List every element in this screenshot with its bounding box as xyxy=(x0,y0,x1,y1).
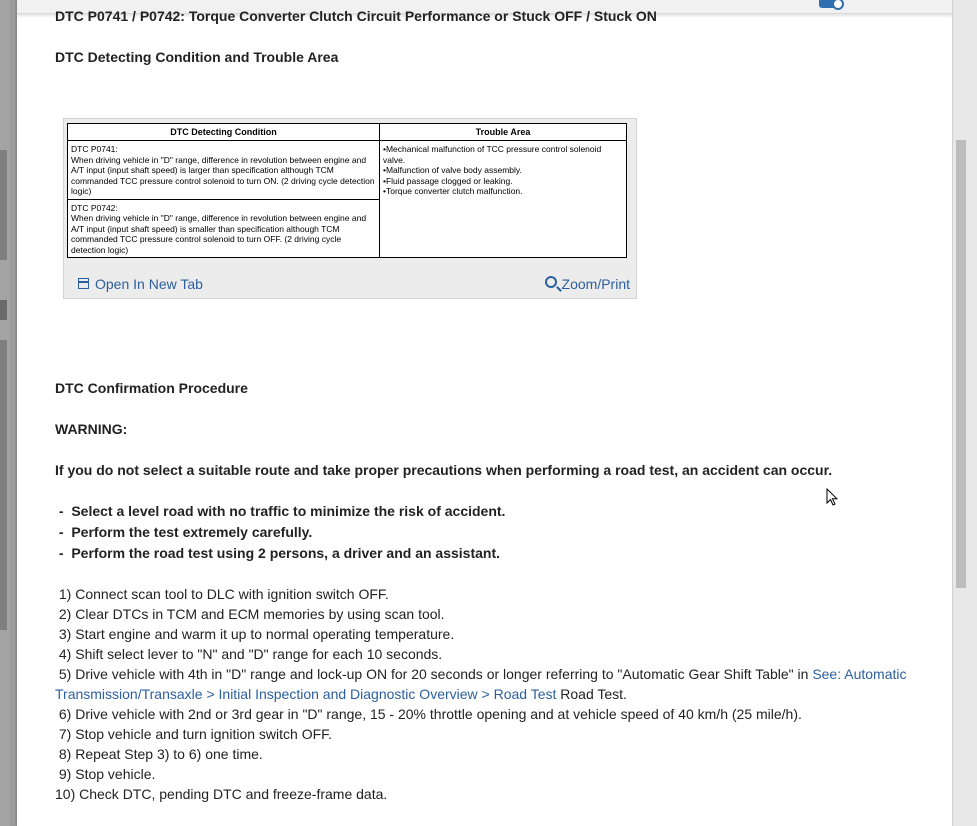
trouble-area-cell xyxy=(380,141,627,258)
dtc-condition-table xyxy=(67,123,627,258)
trouble-item: •Mechanical malfunction of TCC pressure control solenoid valve. xyxy=(383,144,602,165)
procedure-step-5 xyxy=(55,666,906,682)
condition-p0742: DTC P0742: When driving vehicle in "D" range, difference in revolution between engine and A/T input (input shaft speed) is smaller than specification although TCM commanded TCC pressure control solenoid to turn OFF. (2 driving cycle detection logic) xyxy=(68,199,380,258)
new-tab-icon xyxy=(78,278,89,289)
warning-label: WARNING: xyxy=(55,421,128,437)
procedure-step: 10) Check DTC, pending DTC and freeze-frame data. xyxy=(55,786,388,802)
warning-item: - Perform the test extremely carefully. xyxy=(55,524,313,540)
step5-text: 5) Drive vehicle with 4th in "D" range and lock-up ON for 20 seconds or longer referring to "Automatic Gear Shift Table" in xyxy=(55,666,813,682)
open-in-new-tab-label: Open In New Tab xyxy=(95,276,203,292)
trouble-item: •Fluid passage clogged or leaking. xyxy=(383,175,513,186)
background-window-edge xyxy=(0,0,10,826)
condition-p0741: DTC P0741: When driving vehicle in "D" range, difference in revolution between engine and A/T input (input shaft speed) is larger than specification although TCM commanded TCC pressure control solenoid to turn ON. (2 driving cycle detection logic) xyxy=(68,141,380,200)
road-test-link[interactable]: See: Automatic xyxy=(812,666,907,682)
col-header-condition: DTC Detecting Condition xyxy=(68,124,380,141)
procedure-step: 1) Connect scan tool to DLC with ignition switch OFF. xyxy=(55,586,389,602)
trouble-item: •Malfunction of valve body assembly. xyxy=(383,165,522,175)
section-heading-confirmation: DTC Confirmation Procedure xyxy=(55,380,248,396)
procedure-step: 9) Stop vehicle. xyxy=(55,766,156,782)
col-header-trouble: Trouble Area xyxy=(380,124,627,141)
warning-item: - Perform the road test using 2 persons, a driver and an assistant. xyxy=(55,545,501,561)
background-scrollbar-segment xyxy=(0,150,7,260)
procedure-step: 8) Repeat Step 3) to 6) one time. xyxy=(55,746,263,762)
trouble-item: •Torque converter clutch malfunction. xyxy=(383,186,523,196)
warning-text: If you do not select a suitable route and take proper precautions when performing a road test, an accident can occur. xyxy=(55,462,833,478)
procedure-step: 3) Start engine and warm it up to normal operating temperature. xyxy=(55,626,455,642)
print-settings-icon[interactable] xyxy=(819,0,841,8)
procedure-step: 4) Shift select lever to "N" and "D" range for each 10 seconds. xyxy=(55,646,443,662)
road-test-link-path[interactable]: Transmission/Transaxle > Initial Inspection and Diagnostic Overview > Road Test xyxy=(55,686,557,702)
procedure-step: 7) Stop vehicle and turn ignition switch OFF. xyxy=(55,726,333,742)
background-scrollbar-segment xyxy=(0,340,7,630)
procedure-step-5-cont xyxy=(55,686,627,702)
scrollbar-thumb[interactable] xyxy=(956,140,966,588)
page-title: DTC P0741 / P0742: Torque Converter Clutch Circuit Performance or Stuck OFF / Stuck ON xyxy=(55,8,657,24)
document-panel xyxy=(17,0,952,826)
mouse-cursor-icon xyxy=(826,488,838,507)
figure-footer xyxy=(64,271,636,297)
magnifier-icon xyxy=(545,276,557,288)
zoom-print-label: Zoom/Print xyxy=(561,276,630,292)
zoom-print-link[interactable] xyxy=(545,276,630,292)
procedure-step: 2) Clear DTCs in TCM and ECM memories by using scan tool. xyxy=(55,606,445,622)
dtc-table-figure xyxy=(63,118,637,299)
warning-item: - Select a level road with no traffic to minimize the risk of accident. xyxy=(55,503,506,519)
procedure-step: 6) Drive vehicle with 2nd or 3rd gear in "D" range, 15 - 20% throttle opening and at vehicle speed of 40 km/h (25 mile/h). xyxy=(55,706,802,722)
vertical-scrollbar[interactable] xyxy=(952,0,977,826)
section-heading-detecting: DTC Detecting Condition and Trouble Area xyxy=(55,49,339,65)
background-scrollbar-segment xyxy=(0,300,7,320)
open-in-new-tab-link[interactable] xyxy=(78,276,203,292)
step5-text-end: Road Test. xyxy=(556,686,627,702)
